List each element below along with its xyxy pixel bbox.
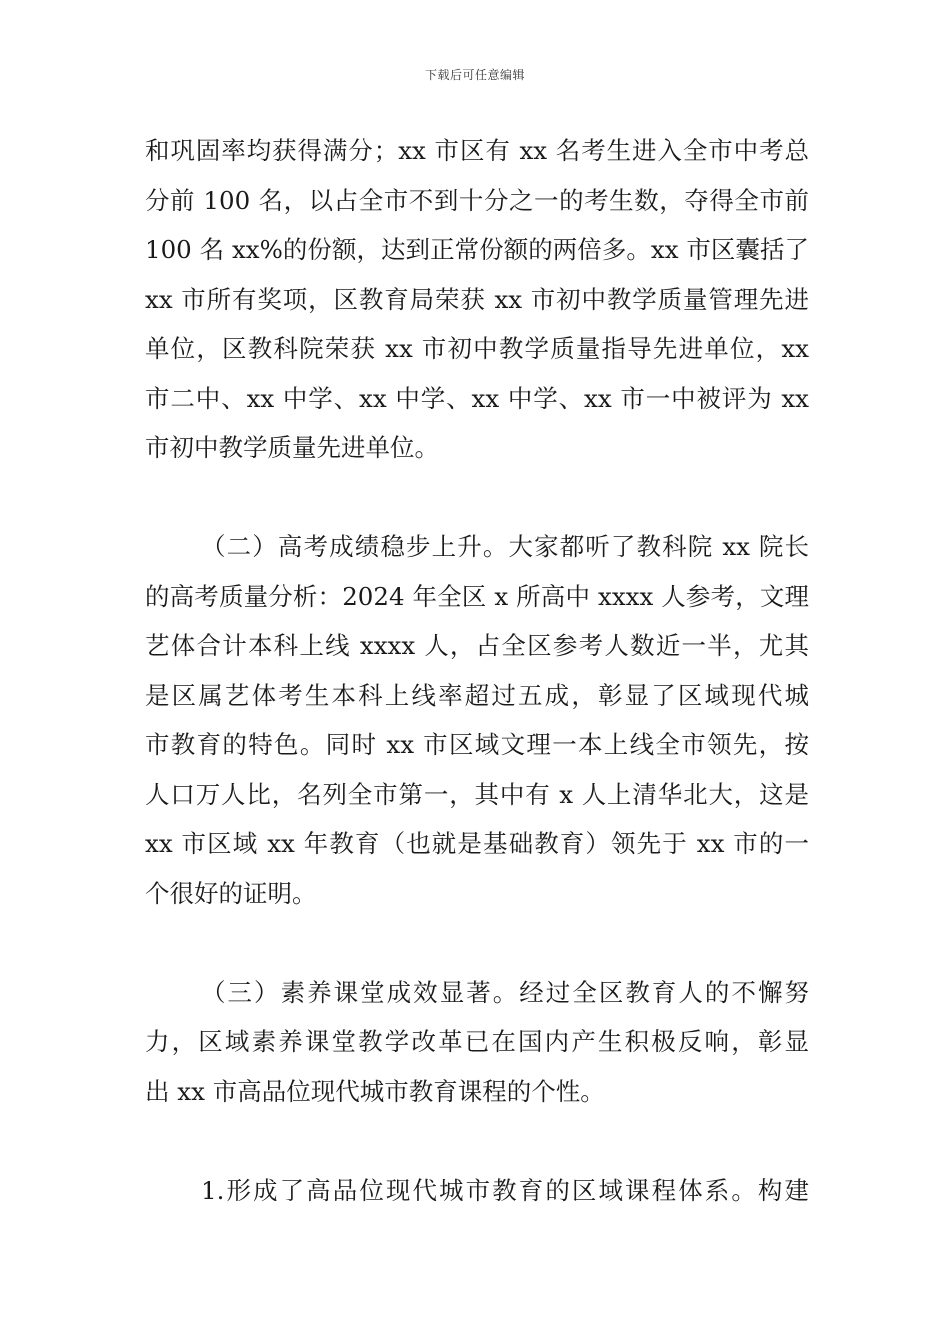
page-header-note: 下载后可任意编辑	[424, 68, 525, 82]
text-line: 的高考质量分析：2024 年全区 x 所高中 xxxx 人参考，文理	[145, 581, 809, 611]
text-line: 市二中、xx 中学、xx 中学、xx 中学、xx 市一中被评为 xx	[145, 383, 809, 413]
text-line: 市初中教学质量先进单位。	[145, 433, 439, 462]
paragraph-spacer	[145, 1116, 809, 1166]
paragraph-spacer	[145, 473, 809, 523]
text-line: 100 名 xx%的份额，达到正常份额的两倍多。xx 市区囊括了	[145, 235, 809, 264]
text-line: （三）素养课堂成效显著。经过全区教育人的不懈努	[201, 977, 809, 1007]
text-line: 市教育的特色。同时 xx 市区域文理一本上线全市领先，按	[145, 730, 809, 759]
text-line: 出 xx 市高品位现代城市教育课程的个性。	[145, 1076, 605, 1106]
text-line: 艺体合计本科上线 xxxx 人，占全区参考人数近一半，尤其	[145, 631, 809, 660]
text-line: xx 市区域 xx 年教育（也就是基础教育）领先于 xx 市的一	[145, 829, 809, 858]
paragraph-gaokao	[145, 522, 809, 918]
text-line: 单位，区教科院荣获 xx 市初中教学质量指导先进单位，xx	[145, 334, 809, 363]
paragraph-literacy-classroom	[145, 968, 809, 1117]
text-line: 是区属艺体考生本科上线率超过五成，彰显了区域现代城	[145, 680, 809, 710]
paragraph-curriculum-system	[145, 1166, 809, 1216]
text-line: 人口万人比，名列全市第一，其中有 x 人上清华北大，这是	[145, 779, 809, 809]
text-line: 1.形成了高品位现代城市教育的区域课程体系。构建	[201, 1175, 809, 1205]
text-line: 个很好的证明。	[145, 878, 317, 908]
paragraph-spacer	[145, 918, 809, 968]
text-line: xx 市所有奖项，区教育局荣获 xx 市初中教学质量管理先进	[145, 284, 809, 314]
text-line: （二）高考成绩稳步上升。大家都听了教科院 xx 院长	[201, 532, 809, 561]
document-body	[145, 126, 809, 1215]
paragraph-exam-results	[145, 126, 809, 473]
text-line: 分前 100 名，以占全市不到十分之一的考生数，夺得全市前	[145, 185, 809, 215]
text-line: 力，区域素养课堂教学改革已在国内产生积极反响，彰显	[145, 1027, 809, 1056]
text-line: 和巩固率均获得满分；xx 市区有 xx 名考生进入全市中考总	[145, 136, 809, 165]
